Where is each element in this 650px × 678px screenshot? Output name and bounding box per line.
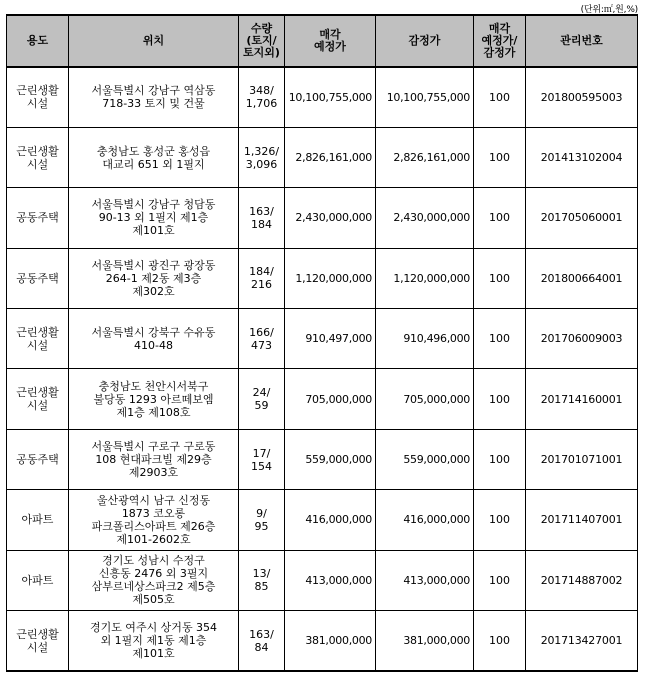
cell-use: 근린생활 시설 <box>7 611 69 671</box>
cell-quantity: 163/ 84 <box>239 611 285 671</box>
header-rate: 매각 예정가/ 감정가 <box>474 15 526 67</box>
cell-location: 서울특별시 강남구 청담동 90-13 외 1필지 제1층 제101호 <box>69 188 239 248</box>
cell-location: 경기도 성남시 수정구 신흥동 2476 외 3필지 삼부르네상스파크2 제5층 제505호 <box>69 550 239 610</box>
table-row <box>7 550 638 610</box>
cell-rate: 100 <box>474 127 526 187</box>
table-row <box>7 248 638 308</box>
cell-location: 경기도 여주시 상거동 354 외 1필지 제1동 제1층 제101호 <box>69 611 239 671</box>
cell-quantity: 9/ 95 <box>239 490 285 550</box>
cell-sale-price: 910,497,000 <box>285 309 376 369</box>
table-row <box>7 188 638 248</box>
cell-use: 근린생활 시설 <box>7 127 69 187</box>
cell-quantity: 166/ 473 <box>239 309 285 369</box>
cell-use: 공동주택 <box>7 188 69 248</box>
cell-location: 서울특별시 구로구 구로동 108 현대파크빌 제29층 제2903호 <box>69 429 239 489</box>
table-row <box>7 309 638 369</box>
cell-mgmt-no: 201413102004 <box>526 127 638 187</box>
cell-appraisal: 416,000,000 <box>376 490 474 550</box>
table-row <box>7 127 638 187</box>
cell-appraisal: 910,496,000 <box>376 309 474 369</box>
cell-mgmt-no: 201800664001 <box>526 248 638 308</box>
cell-mgmt-no: 201701071001 <box>526 429 638 489</box>
cell-location: 서울특별시 강남구 역삼동 718-33 토지 및 건물 <box>69 67 239 127</box>
cell-rate: 100 <box>474 248 526 308</box>
cell-appraisal: 413,000,000 <box>376 550 474 610</box>
cell-appraisal: 381,000,000 <box>376 611 474 671</box>
cell-location: 서울특별시 강북구 수유동 410-48 <box>69 309 239 369</box>
table-row <box>7 429 638 489</box>
cell-appraisal: 10,100,755,000 <box>376 67 474 127</box>
header-mgmt-no: 관리번호 <box>526 15 638 67</box>
cell-use: 공동주택 <box>7 429 69 489</box>
cell-appraisal: 2,430,000,000 <box>376 188 474 248</box>
cell-mgmt-no: 201713427001 <box>526 611 638 671</box>
cell-location: 울산광역시 남구 신정동 1873 코오롱 파크폴리스아파트 제26층 제101-2602호 <box>69 490 239 550</box>
cell-sale-price: 559,000,000 <box>285 429 376 489</box>
cell-quantity: 13/ 85 <box>239 550 285 610</box>
cell-mgmt-no: 201711407001 <box>526 490 638 550</box>
cell-rate: 100 <box>474 369 526 429</box>
cell-sale-price: 413,000,000 <box>285 550 376 610</box>
cell-mgmt-no: 201714160001 <box>526 369 638 429</box>
cell-sale-price: 1,120,000,000 <box>285 248 376 308</box>
cell-rate: 100 <box>474 611 526 671</box>
cell-mgmt-no: 201706009003 <box>526 309 638 369</box>
cell-location: 서울특별시 광진구 광장동 264-1 제2동 제3층 제302호 <box>69 248 239 308</box>
cell-sale-price: 2,430,000,000 <box>285 188 376 248</box>
cell-sale-price: 705,000,000 <box>285 369 376 429</box>
table-header-row <box>7 15 638 67</box>
cell-sale-price: 416,000,000 <box>285 490 376 550</box>
cell-rate: 100 <box>474 490 526 550</box>
table-row <box>7 369 638 429</box>
header-quantity: 수량 (토지/ 토지외) <box>239 15 285 67</box>
header-sale-price: 매각 예정가 <box>285 15 376 67</box>
cell-use: 아파트 <box>7 490 69 550</box>
cell-sale-price: 381,000,000 <box>285 611 376 671</box>
cell-use: 아파트 <box>7 550 69 610</box>
cell-appraisal: 705,000,000 <box>376 369 474 429</box>
cell-location: 충청남도 천안시서북구 불당동 1293 아르떼보엠 제1층 제108호 <box>69 369 239 429</box>
cell-rate: 100 <box>474 188 526 248</box>
header-appraisal: 감정가 <box>376 15 474 67</box>
cell-mgmt-no: 201705060001 <box>526 188 638 248</box>
cell-use: 근린생활 시설 <box>7 309 69 369</box>
table-row <box>7 490 638 550</box>
cell-sale-price: 2,826,161,000 <box>285 127 376 187</box>
cell-rate: 100 <box>474 309 526 369</box>
cell-appraisal: 2,826,161,000 <box>376 127 474 187</box>
cell-quantity: 184/ 216 <box>239 248 285 308</box>
header-location: 위치 <box>69 15 239 67</box>
cell-quantity: 17/ 154 <box>239 429 285 489</box>
unit-note: (단위:㎡,원,%) <box>580 5 638 15</box>
table-row <box>7 611 638 671</box>
cell-rate: 100 <box>474 550 526 610</box>
cell-quantity: 24/ 59 <box>239 369 285 429</box>
cell-appraisal: 559,000,000 <box>376 429 474 489</box>
cell-appraisal: 1,120,000,000 <box>376 248 474 308</box>
cell-location: 충청남도 홍성군 홍성읍 대교리 651 외 1필지 <box>69 127 239 187</box>
table-row <box>7 67 638 127</box>
cell-use: 근린생활 시설 <box>7 67 69 127</box>
cell-quantity: 1,326/ 3,096 <box>239 127 285 187</box>
cell-mgmt-no: 201800595003 <box>526 67 638 127</box>
cell-mgmt-no: 201714887002 <box>526 550 638 610</box>
cell-quantity: 163/ 184 <box>239 188 285 248</box>
cell-quantity: 348/ 1,706 <box>239 67 285 127</box>
cell-rate: 100 <box>474 67 526 127</box>
asset-sale-table <box>6 14 638 672</box>
header-use: 용도 <box>7 15 69 67</box>
cell-sale-price: 10,100,755,000 <box>285 67 376 127</box>
cell-use: 근린생활 시설 <box>7 369 69 429</box>
cell-use: 공동주택 <box>7 248 69 308</box>
cell-rate: 100 <box>474 429 526 489</box>
